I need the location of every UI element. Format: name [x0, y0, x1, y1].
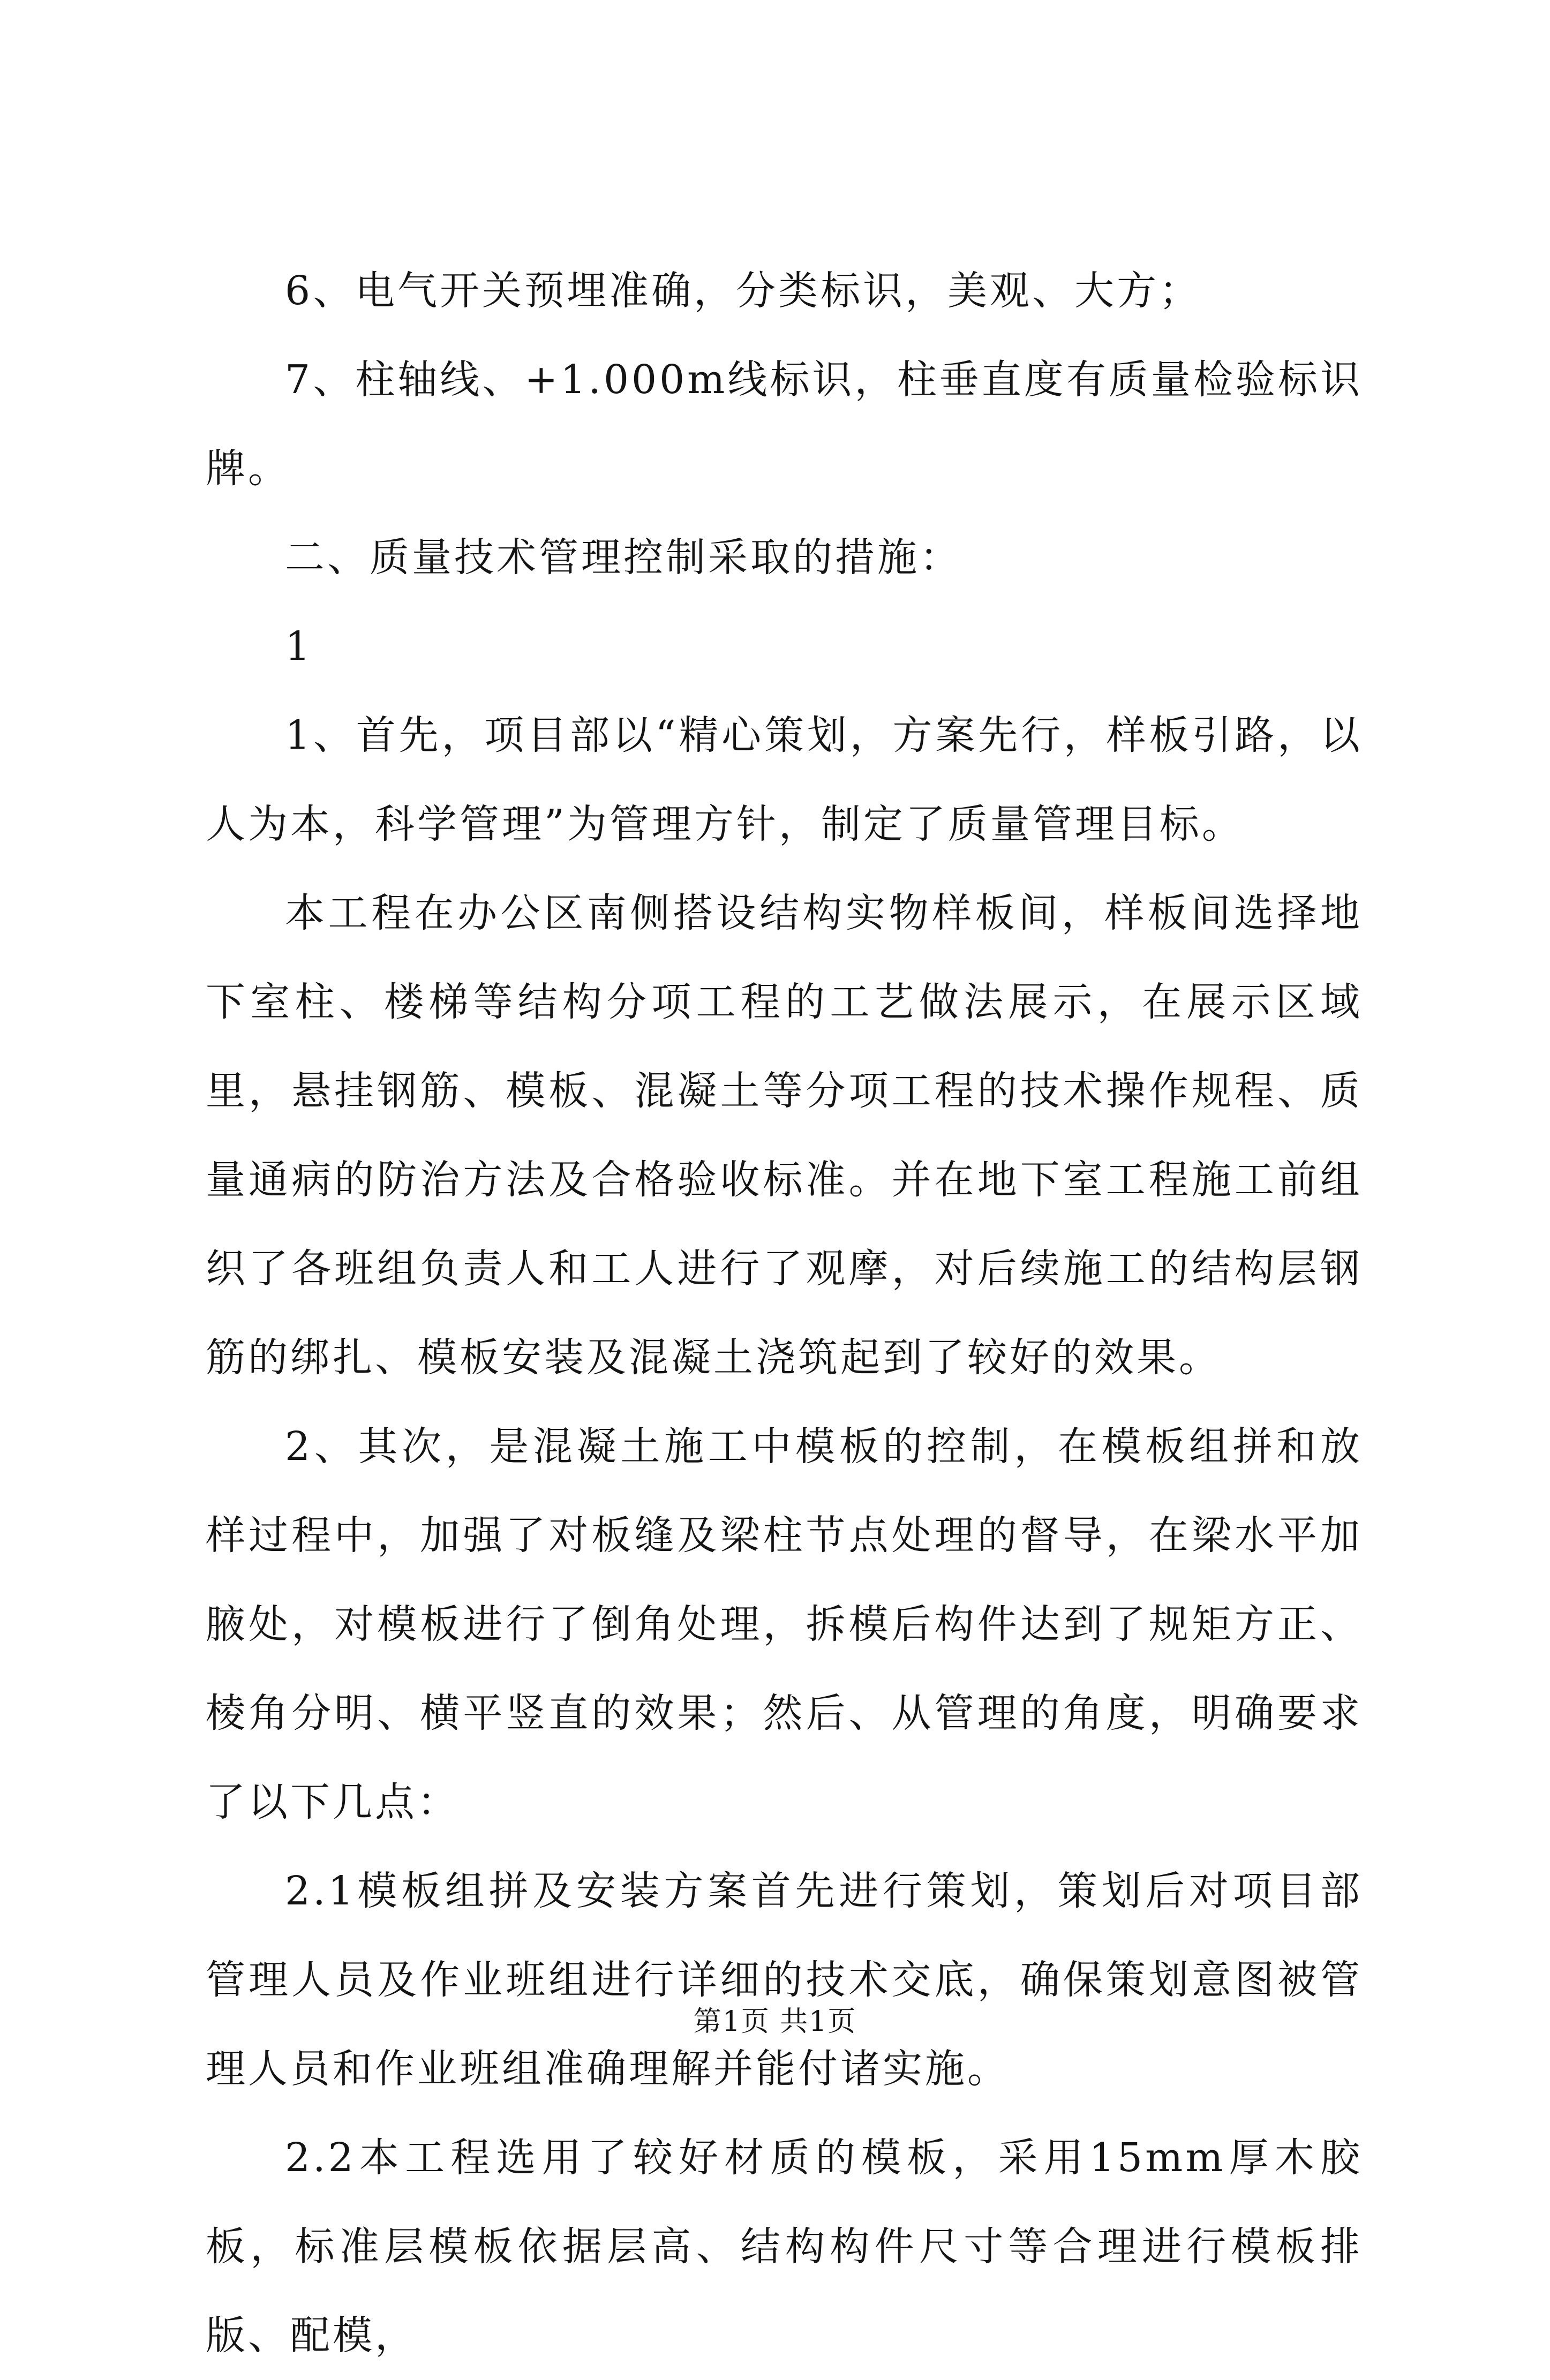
paragraph-sample-room: 本工程在办公区南侧搭设结构实物样板间，样板间选择地下室柱、楼梯等结构分项工程的工艺做法展示，在展示区域里，悬挂钢筋、模板、混凝土等分项工程的技术操作规程、质量通病的防治方法及合格验收标准。并在地下室工程施工前组织了各班组负责人和工人进行了观摩，对后续施工的结构层钢筋的绑扎、模板安装及混凝土浇筑起到了较好的效果。: [206, 890, 1363, 1381]
paragraph-point-1: 1、首先，项目部以“精心策划，方案先行，样板引路，以人为本，科学管理”为管理方针，制定了质量管理目标。: [206, 712, 1363, 847]
paragraph-point-2-1: 2.1模板组拼及安装方案首先进行策划，策划后对项目部管理人员及作业班组进行详细的技术交底，确保策划意图被管理人员和作业班组准确理解并能付诸实施。: [206, 1868, 1363, 2092]
paragraph-point-2-2: 2.2本工程选用了较好材质的模板，采用15mm厚木胶板，标准层模板依据层高、结构构件尺寸等合理进行模板排版、配模，: [206, 2135, 1363, 2359]
document-body: [206, 246, 1363, 2380]
section-heading: 二、质量技术管理控制采取的措施：: [285, 534, 962, 581]
page-footer: [0, 2006, 1550, 2038]
paragraph-item-7: 7、柱轴线、+1.000m线标识，柱垂直度有质量检验标识牌。: [206, 357, 1363, 492]
page-number: 第1页 共1页: [693, 2006, 857, 2038]
paragraph-number: 1: [285, 623, 313, 669]
paragraph-point-2: 2、其次，是混凝土施工中模板的控制，在模板组拼和放样过程中，加强了对板缝及梁柱节点处理的督导，在梁水平加腋处，对模板进行了倒角处理，拆模后构件达到了规矩方正、棱角分明、横平竖直的效果；然后、从管理的角度，明确要求了以下几点：: [206, 1424, 1363, 1825]
paragraph-item-6: 6、电气开关预埋准确，分类标识，美观、大方；: [285, 268, 1202, 314]
